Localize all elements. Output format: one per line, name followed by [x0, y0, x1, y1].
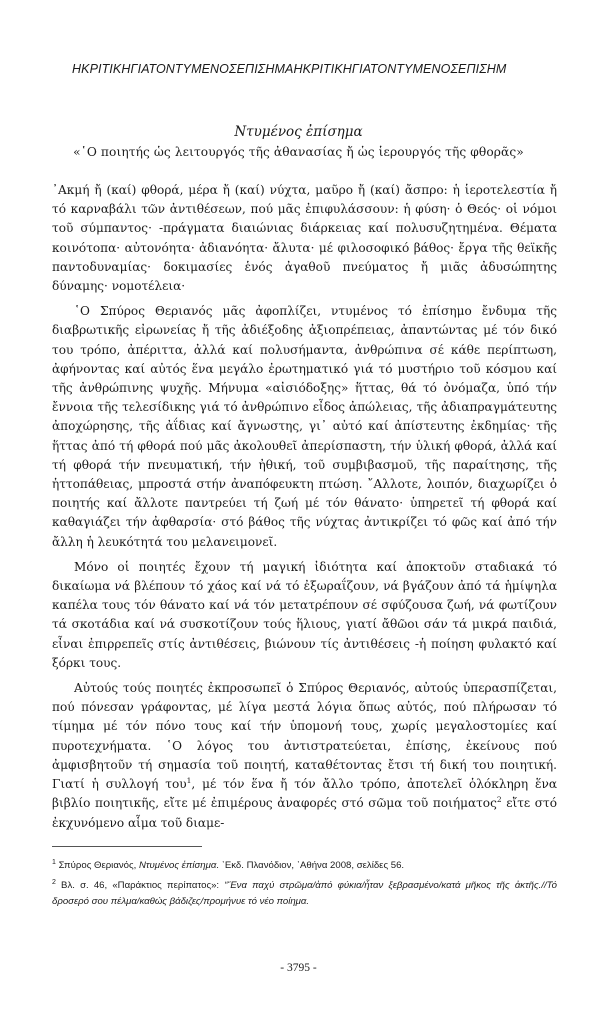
footnote-2: [52, 875, 557, 911]
footnote-ref-1[interactable]: 1: [186, 776, 192, 786]
article-subtitle: «῾Ο ποιητής ὡς λειτουργός τῆς ἀθανασίας ἤ ὡς ἱερουργός τῆς φθορᾶς»: [73, 145, 524, 159]
footnote-ref-2[interactable]: 2: [496, 795, 502, 805]
footnote-2-text-a: Βλ. σ. 46, «Παράκτιος περίπατος»:: [55, 879, 225, 891]
footnote-divider: [52, 846, 202, 847]
paragraph-1: ᾿Ακμή ἤ (καί) φθορά, μέρα ἤ (καί) νύχτα, μαῦρο ἤ (καί) ἄσπρο: ἡ ἱεροτελεστία ἤ τό καρναβάλι τῶν ἀντιθέσεων, πού μᾶς ἐπιφυλάσσουν: ἡ φύση· ὁ Θεός· οἱ νόμοι τοῦ σύμπαντος· -πράγματα διαιώνιας διάρκειας καί πολυσυζητημένα. Θέματα κοινότοπα· αὐτονόητα· ἀδιανόητα· ἄλυτα· μέ φιλοσοφικό βάθος· ἔργα τῆς θεϊκῆς παντοδυναμίας· δοκιμασίες ἑνός ἀγαθοῦ πνεύματος ἤ μιᾶς ἀδυσώπητης δύναμης· νομοτέλεια·: [52, 183, 557, 294]
article-title: Ντυμένος ἐπίσημα: [234, 124, 363, 140]
footnote-2-number: 2: [52, 878, 56, 886]
paragraph-4-text-b: , μέ τόν ἕνα ἤ τόν ἄλλο τρόπο, ἀποτελεῖ ὁλόκληρη ἕνα βιβλίο ποιητικῆς, εἴτε μέ ἐπιμέρους ἀναφορές στό σῶμα τοῦ ποιήματος: [52, 777, 557, 811]
page-number: - 3795 -: [280, 962, 317, 974]
article-body: [52, 181, 557, 839]
paragraph-4: [52, 679, 557, 833]
footnote-1-number: 1: [52, 859, 56, 866]
paragraph-3: Μόνο οἱ ποιητές ἔχουν τή μαγική ἰδιότητα καί ἀποκτοῦν σταδιακά τό δικαίωμα νά βλέπουν τό χάος καί νά τό ἐξωραΐζουν, νά βγάζουν ἀπό τά ἡμίψηλα καπέλα τους τόν θάνατο καί νά τόν μετατρέπουν σέ σφύζουσα ζωή, νά φωτίζουν τά σκοτάδια καί νά συσκοτίζουν τούς ἥλιους, γιατί ἄθῶοι σάν τά μικρά παιδιά, εἶναι ἐπιρρεπεῖς στίς ἀντιθέσεις, βιώνουν τίς ἀντιθέσεις -ἡ ποίηση φυλακτό καί ξόρκι τους.: [52, 559, 557, 670]
footnote-1-text-b: . ᾿Εκδ. Πλανόδιον, ᾿Αθήνα 2008, σελίδες 56.: [216, 860, 405, 872]
paragraph-4-text-c: εἴτε στό ἐκχυνόμενο αἷμα τοῦ διαμε-: [52, 796, 557, 830]
footnote-1-book-title: Ντυμένος ἐπίσημα: [138, 860, 217, 872]
footnote-2-quote: “Ἕνα παχύ στρῶμα/ἀπό φύκια/ἦταν ξεβρασμένο/κατά μῆκος τῆς ἀκτῆς.//Τό δροσερό σου πέλμα/καθώς βάδιζες/προμήνυε τό νέο ποίημα.: [52, 879, 557, 908]
running-header: ΗΚΡΙΤΙΚΗΓΙΑΤΟΝΤΥΜΕΝΟΣΕΠΙΣΗΜΑΗΚΡΙΤΙΚΗΓΙΑΤΟΝΤΥΜΕΝΟΣΕΠΙΣΗΜ: [72, 62, 507, 76]
footnotes: [52, 855, 557, 911]
footnote-1-text-a: Σπύρος Θεριανός,: [55, 860, 139, 872]
paragraph-4-text-a: Αὐτούς τούς ποιητές ἐκπροσωπεῖ ὁ Σπύρος Θεριανός, αὐτούς ὑπερασπίζεται, πού πόνεσαν γράφοντας, μέ λίγα μεστά λόγια ὅπως αὐτός, πού πλήρωσαν τό τίμημα μέ τόν πόνο τους καί τήν ὑπομονή τους, χωρίς μεγαλοστομίες καί πυροτεχνήματα. ῾Ο λόγος του ἀντιστρατεύεται, ἐπίσης, ἐκείνους πού ἀμφισβητοῦν τή σημασία τοῦ ποιητή, καταθέτοντας ἔτσι τή δική του ποιητική. Γιατί ἡ συλλογή του: [52, 681, 557, 792]
paragraph-2: ῾Ο Σπύρος Θεριανός μᾶς ἀφοπλίζει, ντυμένος τό ἐπίσημο ἔνδυμα τῆς διαβρωτικῆς εἰρωνείας ἤ τῆς ἀδιέξοδης ἀξιοπρέπειας, ἀπαντώντας μέ τόν δικό του τρόπο, ἀπέριττα, ἀλλά καί πολυσήμαντα, ἀνθρώπινα σέ κάθε περίπτωση, ἀφήνοντας καί αὐτός ἕνα μεγάλο ἐρωτηματικό γιά τό μυστήριο τοῦ κόσμου καί τῆς ἀνθρώπινης ψυχῆς. Μήνυμα «αἰσιόδοξης» ἥττας, θά τό ὀνόμαζα, ὑπό τήν ἔννοια τῆς τελεσίδικης γιά τό ἀνθρώπινο εἶδος ἀπώλειας, τῆς ἀδιαπραγμάτευτης ἀποχώρησης, τῆς ἀΐδιας καί ἄγνωστης, γι᾿ αὐτό καί ἀπίστευτης ἐκδημίας· τῆς ἥττας ἀπό τή φθορά πού μᾶς ἀκολουθεῖ ἀπερίσπαστη, τήν ὑλική φθορά, ἀλλά καί τή φθορά τήν πνευματική, τήν ἠθική, τοῦ συμβιβασμοῦ, τῆς παραίτησης, τῆς ἡττοπάθειας, μπροστά στήν ἀναπόφευκτη πτώση. ῎Αλλοτε, λοιπόν, διαχωρίζει ὁ ποιητής καί ἄλλοτε παντρεύει τή ζωή μέ τόν θάνατο· ὑπηρετεῖ τή φθορά καί καθαγιάζει τήν ἀφθαρσία· στό βάθος τῆς νύχτας ἀντικρίζει τό φῶς καί ἀπό τήν ἄλλη ἡ λευκότητά του μελανειμονεῖ.: [52, 304, 557, 549]
footnote-1: [52, 855, 557, 875]
